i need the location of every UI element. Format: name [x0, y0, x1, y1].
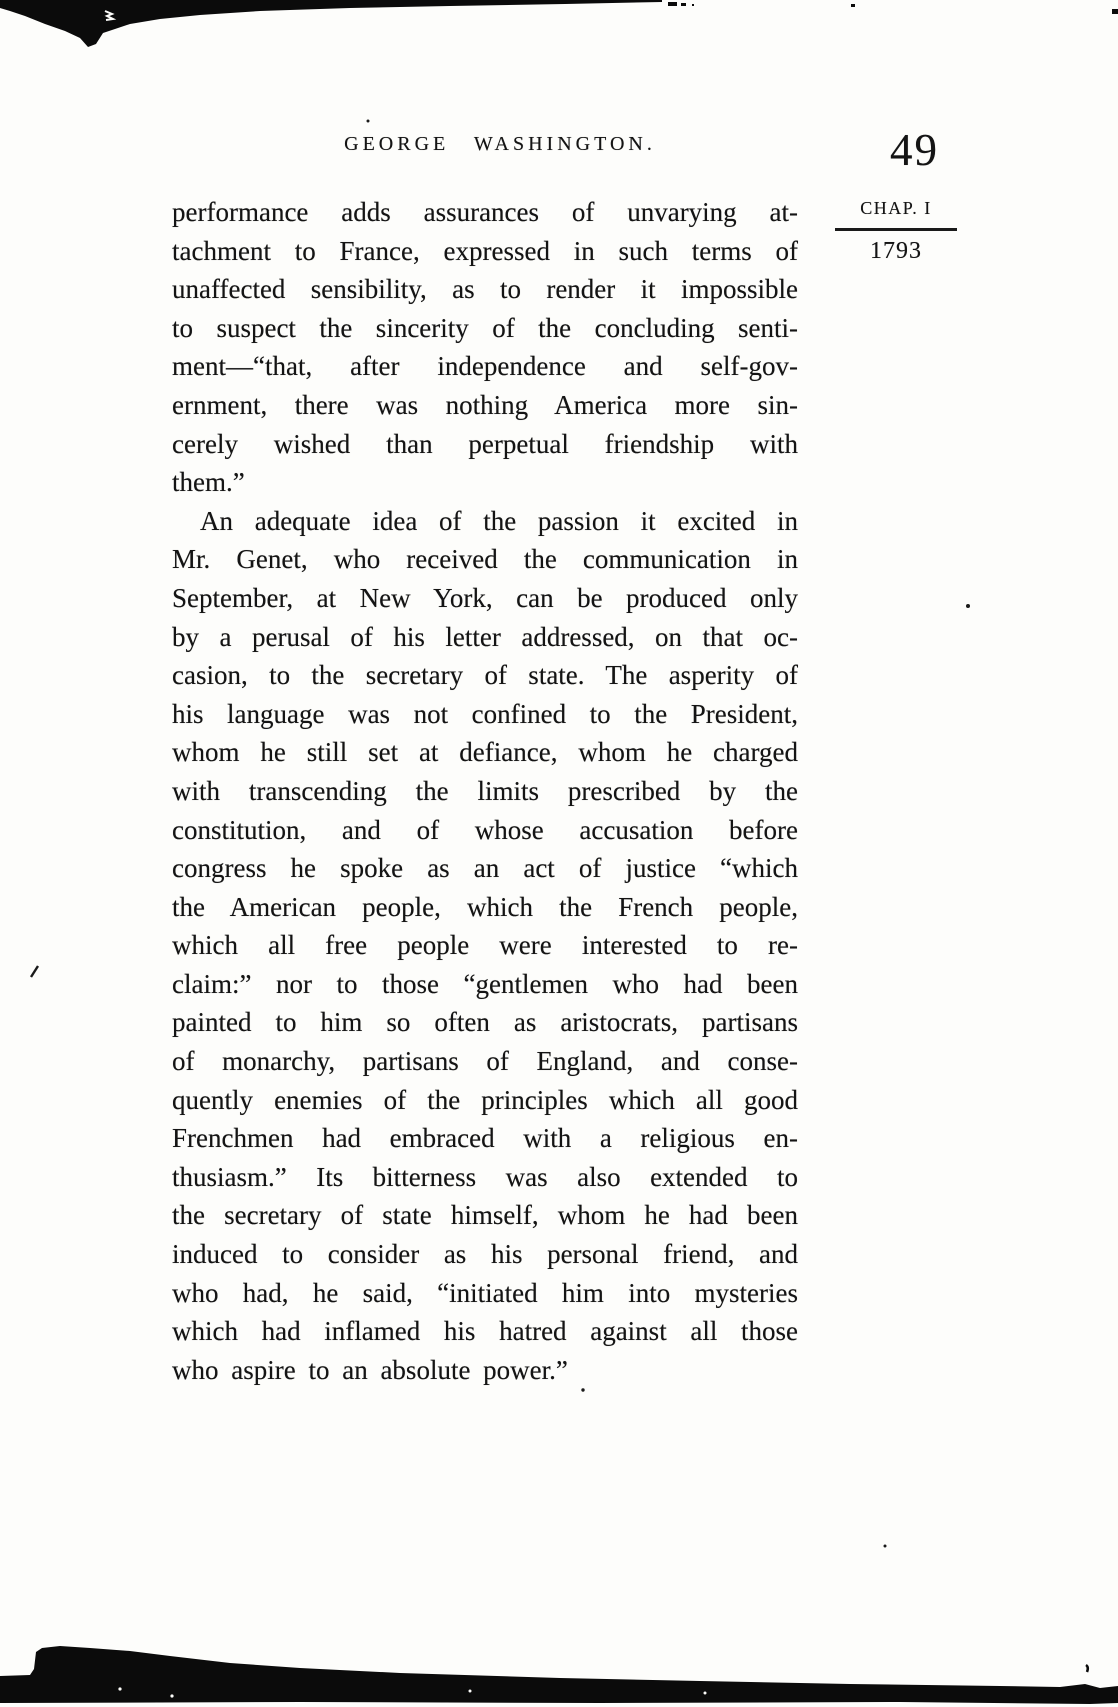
body-line: ernment, there was nothing America more sin- [172, 389, 798, 420]
body-line: of monarchy, partisans of England, and conse- [172, 1046, 798, 1077]
margin-rule [835, 228, 957, 231]
body-line: performance adds assurances of unvarying at- [172, 197, 798, 227]
body-line: the secretary of state himself, whom he had been [172, 1200, 798, 1231]
body-line: the American people, which the French people, [172, 891, 798, 922]
body-line: constitution, and of whose accusation before [172, 814, 798, 845]
body-line: which had inflamed his hatred against all those [172, 1316, 798, 1347]
body-line: by a perusal of his letter addressed, on that oc- [172, 621, 798, 652]
body-line: tachment to France, expressed in such terms of [172, 235, 798, 266]
body-line: unaffected sensibility, as to render it impossible [172, 274, 798, 305]
body-line: quently enemies of the principles which all good [172, 1084, 798, 1115]
body-line: who aspire to an absolute power.” [172, 1354, 568, 1385]
body-line: them.” [172, 467, 245, 498]
body-line: which all free people were interested to re- [172, 930, 798, 961]
scan-artifact-bottom [0, 1646, 1118, 1704]
body-line: who had, he said, “initiated him into mysteries [172, 1277, 798, 1308]
page-number: 49 [890, 125, 939, 175]
body-line: congress he spoke as an act of justice “which [172, 853, 798, 884]
running-header: GEORGE WASHINGTON. [344, 133, 656, 155]
body-line: thusiasm.” Its bitterness was also extended to [172, 1161, 798, 1192]
margin-year-label: 1793 [870, 238, 922, 264]
body-line: whom he still set at defiance, whom he charged [172, 737, 798, 768]
body-line: his language was not confined to the President, [172, 698, 798, 729]
body-line: ment—“that, after independence and self-gov- [172, 351, 798, 382]
body-line: to suspect the sincerity of the concluding senti- [172, 312, 798, 343]
body-text [172, 193, 798, 1389]
scan-artifact-top [0, 0, 1118, 47]
body-line: casion, to the secretary of state. The asperity of [172, 660, 798, 691]
body-line: Frenchmen had embraced with a religious en- [172, 1123, 798, 1154]
body-line: cerely wished than perpetual friendship with [172, 428, 798, 459]
margin-note [835, 198, 957, 265]
body-line: An adequate idea of the passion it excited in [200, 505, 798, 536]
body-line: painted to him so often as aristocrats, partisans [172, 1007, 798, 1038]
body-line: claim:” nor to those “gentlemen who had been [172, 968, 798, 999]
body-line: with transcending the limits prescribed by the [172, 775, 798, 806]
body-line: induced to consider as his personal friend, and [172, 1239, 798, 1270]
margin-chapter-label: CHAP. I [860, 198, 932, 218]
body-line: September, at New York, can be produced only [172, 582, 798, 613]
body-line: Mr. Genet, who received the communication in [172, 544, 798, 575]
